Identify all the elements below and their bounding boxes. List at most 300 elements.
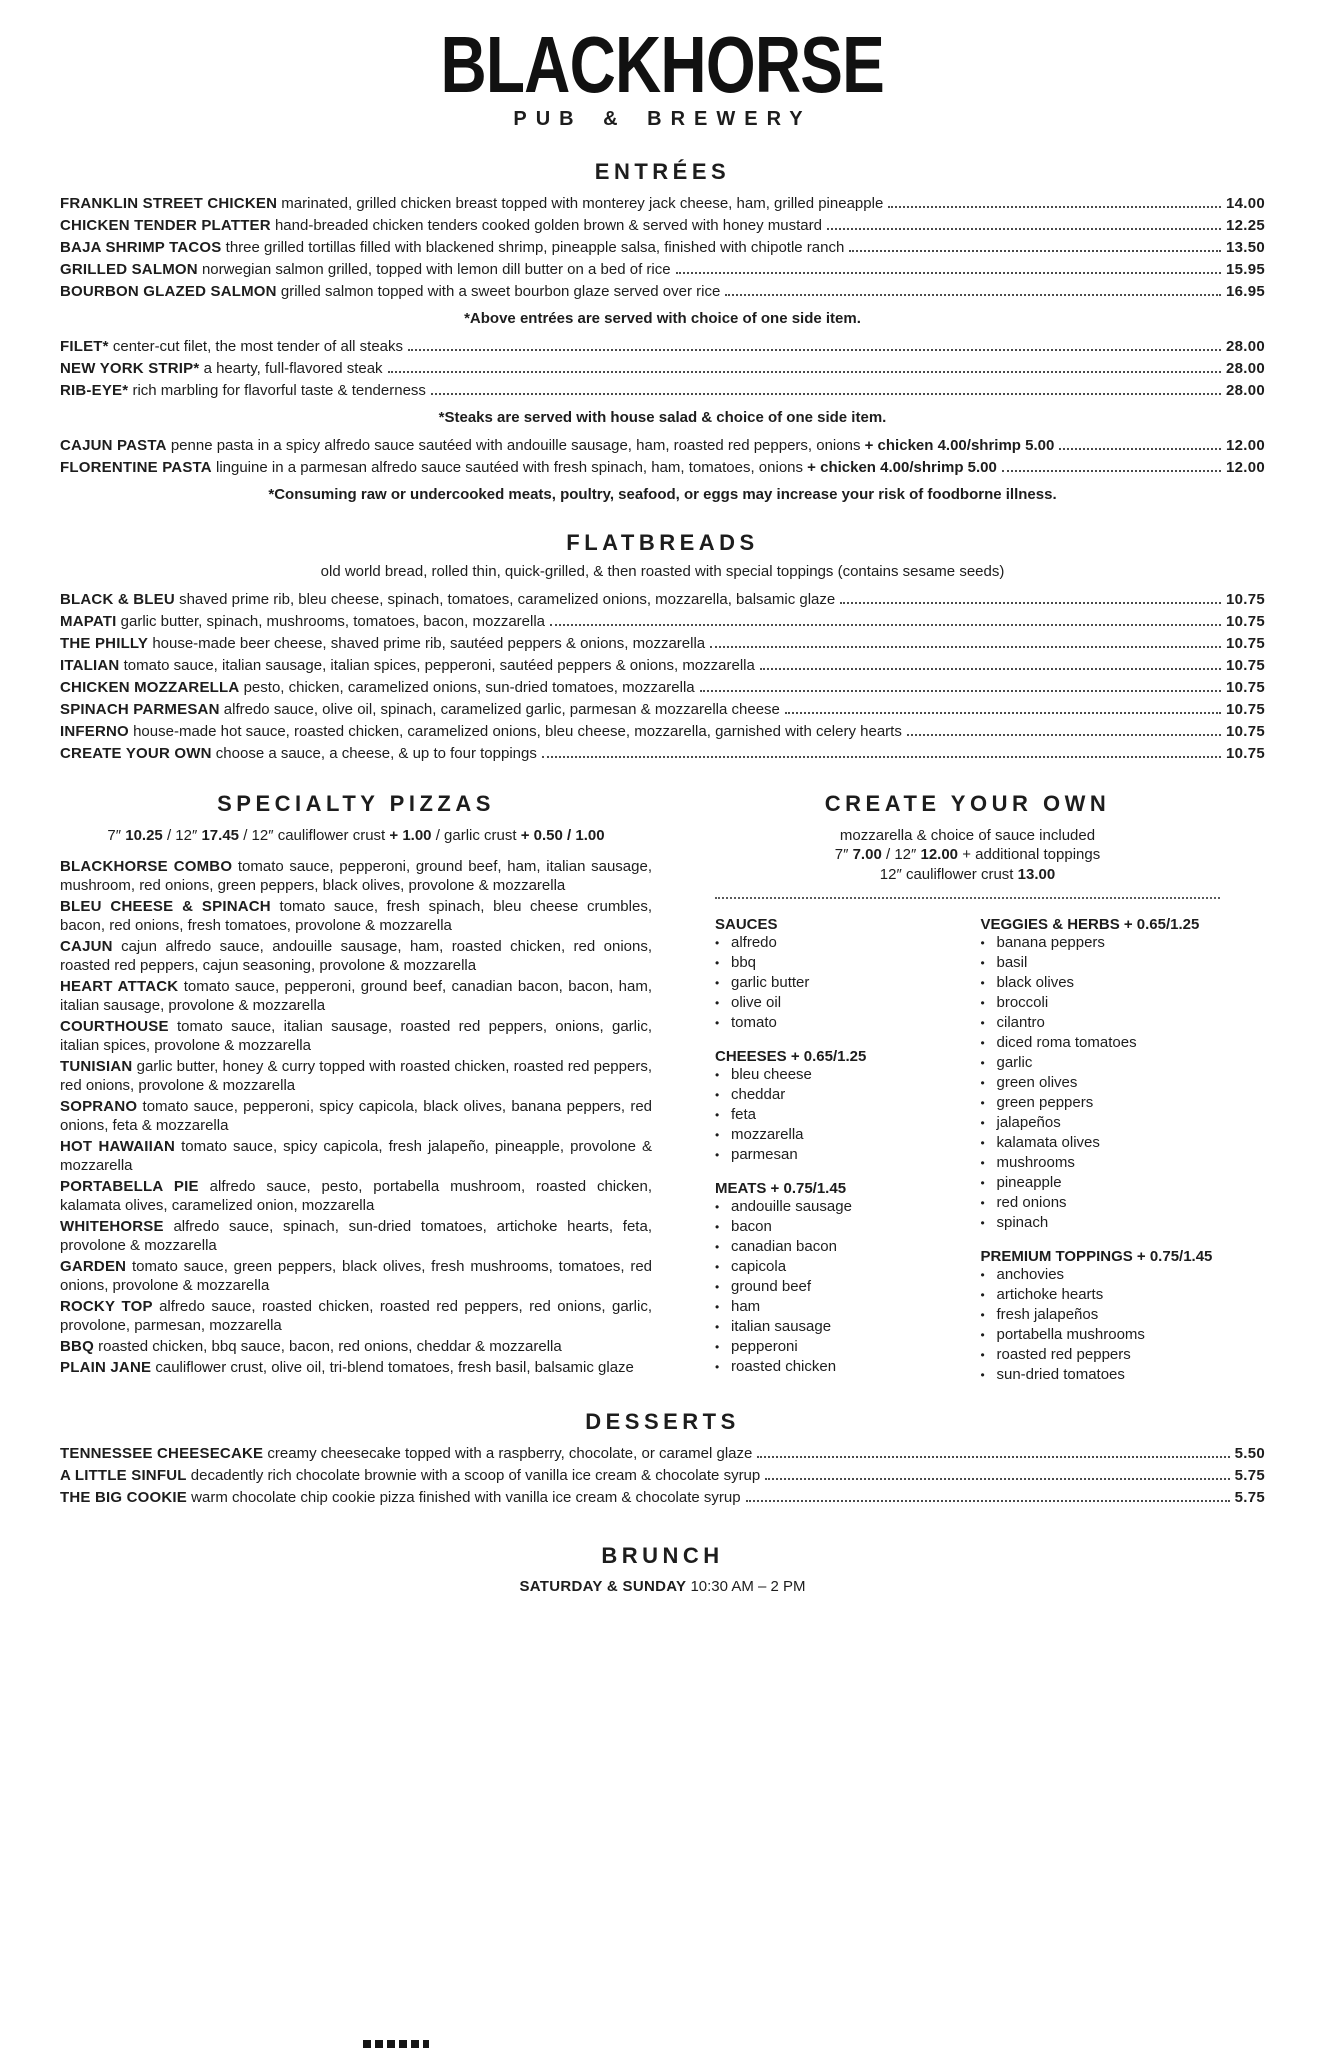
item-name: TENNESSEE CHEESECAKE [60,1445,264,1462]
topping-item [981,1133,1221,1153]
menu-item-row [60,237,1265,259]
item-price: 10.75 [1225,679,1265,696]
item-name: FLORENTINE PASTA [60,459,212,476]
topping-item [981,1153,1221,1173]
topping-label: capicola [731,1258,787,1275]
item-description: three grilled tortillas filled with blackened shrimp, pineapple salsa, finished with chipotle ranch [225,239,845,256]
pizza-name: SOPRANO [60,1098,138,1115]
item-text [60,259,671,281]
menu-item-row [60,435,1265,457]
topping-column-right [981,901,1221,1385]
size-label-2: 12″ [175,827,198,844]
item-price: 15.95 [1225,261,1265,278]
section-create-your-own [715,791,1220,1385]
item-description: alfredo sauce, olive oil, spinach, caramelized garlic, parmesan & mozzarella cheese [223,701,780,718]
menu-item-row [60,1443,1265,1465]
cyo-crust-line [715,865,1220,885]
dot-leader [700,690,1221,692]
item-name: FILET* [60,338,109,355]
item-text [60,633,705,655]
dot-leader [388,371,1221,373]
pizza-name: ROCKY TOP [60,1298,153,1315]
item-text [60,457,997,479]
crust-price: 13.00 [1017,866,1056,883]
topping-label: artichoke hearts [996,1286,1104,1303]
topping-label: pineapple [996,1174,1062,1191]
topping-label: ham [731,1298,761,1315]
steak-item-list [60,336,1265,402]
bullet-icon [715,1257,731,1277]
dot-leader [757,1456,1229,1458]
topping-item [715,953,955,973]
pizza-item [60,977,652,1015]
item-price: 10.75 [1225,745,1265,762]
dot-leader [408,349,1221,351]
pizza-name: HEART ATTACK [60,978,179,995]
bullet-icon [981,1193,997,1213]
pizza-name: TUNISIAN [60,1058,133,1075]
topping-label: cheddar [731,1086,786,1103]
topping-label: bbq [731,954,757,971]
topping-label: tomato [731,1014,777,1031]
item-text [60,699,780,721]
item-description: creamy cheesecake topped with a raspberry, chocolate, or caramel glaze [267,1445,753,1462]
item-price: 10.75 [1225,613,1265,630]
bullet-icon [981,1013,997,1033]
item-price: 12.00 [1225,437,1265,454]
item-description: a hearty, full-flavored steak [203,360,383,377]
topping-label: roasted chicken [731,1358,837,1375]
item-name: BLACK & BLEU [60,591,175,608]
bullet-icon [715,1197,731,1217]
item-description: rich marbling for flavorful taste & tenderness [132,382,426,399]
item-price: 10.75 [1225,591,1265,608]
topping-item [715,1337,955,1357]
topping-item [981,1265,1221,1285]
topping-item [715,1217,955,1237]
topping-label: cilantro [996,1014,1045,1031]
menu-item-row [60,677,1265,699]
item-price: 10.75 [1225,701,1265,718]
size-price-1: 7.00 [852,846,882,863]
flatbreads-title: FLATBREADS [566,530,759,555]
item-text [60,1443,752,1465]
topping-label: bacon [731,1218,772,1235]
brand-tagline: PUB & BREWERY [513,108,812,130]
pizza-name: WHITEHORSE [60,1218,164,1235]
pasta-item-list [60,435,1265,479]
topping-item [715,1237,955,1257]
bullet-icon [981,1173,997,1193]
topping-label: olive oil [731,994,782,1011]
bullet-icon [715,1105,731,1125]
menu-item-row [60,699,1265,721]
dot-leader [1059,448,1221,450]
brunch-days: SATURDAY & SUNDAY [519,1578,687,1595]
item-name: GRILLED SALMON [60,261,198,278]
size-label-3: 12″ cauliflower crust [251,827,386,844]
specialty-pizza-list [60,857,652,1377]
item-description: shaved prime rib, bleu cheese, spinach, tomatoes, caramelized onions, mozzarella, balsamic glaze [179,591,836,608]
entrees-title: ENTRÉES [594,159,731,184]
menu-item-row [60,721,1265,743]
bullet-icon [715,1317,731,1337]
item-price: 10.75 [1225,657,1265,674]
size-label-1: 7″ [834,846,849,863]
size-price-3: + 1.00 [389,827,432,844]
dot-leader [765,1478,1229,1480]
dot-leader [888,206,1221,208]
cropped-text-fragment [363,2040,429,2048]
topping-label: mushrooms [996,1154,1075,1171]
menu-item-row [60,589,1265,611]
brand-header [60,20,1265,131]
item-description: choose a sauce, a cheese, & up to four toppings [215,745,537,762]
flatbread-item-list [60,589,1265,765]
topping-label: canadian bacon [731,1238,837,1255]
topping-label: portabella mushrooms [996,1326,1145,1343]
item-price: 5.75 [1234,1489,1265,1506]
topping-group-title: PREMIUM TOPPINGS + 0.75/1.45 [980,1248,1213,1265]
menu-item-row [60,281,1265,303]
create-your-own-title: CREATE YOUR OWN [824,791,1111,816]
bullet-icon [715,1337,731,1357]
topping-item [981,1365,1221,1385]
topping-group-title: MEATS + 0.75/1.45 [715,1180,847,1197]
topping-item [981,1093,1221,1113]
topping-item [981,1213,1221,1233]
item-text [60,215,822,237]
pizza-description: tomato sauce, pepperoni, spicy capicola, black olives, banana peppers, red onions, feta & mozzarella [60,1098,652,1134]
topping-item [981,1033,1221,1053]
item-description: norwegian salmon grilled, topped with lemon dill butter on a bed of rice [201,261,671,278]
pizza-description: alfredo sauce, pesto, portabella mushroom, roasted chicken, kalamata olives, caramelized onion, mozzarella [60,1178,652,1214]
item-name: THE PHILLY [60,635,149,652]
topping-label: ground beef [731,1278,812,1295]
item-text [60,237,844,259]
pizza-description: alfredo sauce, roasted chicken, roasted red peppers, red onions, garlic, provolone, parmesan, mozzarella [60,1298,652,1334]
dot-leader [1002,470,1221,472]
topping-item [715,1105,955,1125]
item-text [60,677,695,699]
specialty-pizzas-title: SPECIALTY PIZZAS [217,791,495,816]
item-name: RIB-EYE* [60,382,129,399]
bullet-icon [981,1093,997,1113]
topping-label: andouille sausage [731,1198,852,1215]
section-entrees [60,159,1265,504]
pizza-name: BLEU CHEESE & SPINACH [60,898,271,915]
pizza-item [60,1057,652,1095]
topping-label: parmesan [731,1146,798,1163]
item-text [60,1465,760,1487]
item-text [60,721,902,743]
topping-item [981,1193,1221,1213]
dot-leader [725,294,1221,296]
topping-item [981,1013,1221,1033]
menu-item-row [60,380,1265,402]
brunch-hours-line [60,1577,1265,1597]
bullet-icon [715,1013,731,1033]
pizza-name: HOT HAWAIIAN [60,1138,176,1155]
item-text [60,589,835,611]
bullet-icon [981,933,997,953]
item-description: warm chocolate chip cookie pizza finished with vanilla ice cream & chocolate syrup [191,1489,741,1506]
item-price: 10.75 [1225,723,1265,740]
topping-item [981,1173,1221,1193]
menu-item-row [60,1487,1265,1509]
item-price: 28.00 [1225,382,1265,399]
bullet-icon [715,1217,731,1237]
item-price: 12.00 [1225,459,1265,476]
bullet-icon [981,1213,997,1233]
item-text [60,358,383,380]
dot-leader [710,646,1221,648]
topping-list [715,1197,955,1377]
item-text [60,655,755,677]
pizza-name: PLAIN JANE [60,1359,152,1376]
bullet-icon [981,1053,997,1073]
pizza-description: cajun alfredo sauce, andouille sausage, ham, roasted chicken, red onions, roasted red peppers, cajun seasoning, provolone & mozzarella [60,938,652,974]
bullet-icon [715,933,731,953]
menu-item-row [60,611,1265,633]
item-name: NEW YORK STRIP* [60,360,200,377]
dot-leader [785,712,1221,714]
item-price: 14.00 [1225,195,1265,212]
pizza-name: BLACKHORSE COMBO [60,858,233,875]
pizza-description: tomato sauce, spicy capicola, fresh jalapeño, pineapple, provolone & mozzarella [60,1138,652,1174]
pizza-description: tomato sauce, pepperoni, ground beef, canadian bacon, bacon, ham, italian sausage, provolone & mozzarella [60,978,652,1014]
pizza-name: COURTHOUSE [60,1018,169,1035]
size-price-2: 12.00 [920,846,959,863]
menu-item-row [60,193,1265,215]
consumer-advisory-note: *Consuming raw or undercooked meats, poultry, seafood, or eggs may increase your risk of foodborne illness. [268,486,1057,503]
entree-item-list [60,193,1265,303]
brand-logo: BLACKHORSE [440,20,885,109]
topping-item [715,1257,955,1277]
pizza-item [60,1337,652,1356]
topping-group-cheeses [715,1048,955,1165]
menu-item-row [60,259,1265,281]
additional-toppings-label: + additional toppings [962,846,1101,863]
bullet-icon [715,1085,731,1105]
topping-item [981,933,1221,953]
pizza-name: GARDEN [60,1258,127,1275]
bullet-icon [981,1113,997,1133]
item-text [60,743,537,765]
dot-leader [827,228,1221,230]
topping-column-left [715,901,955,1385]
topping-item [715,1013,955,1033]
pizza-name: BBQ [60,1338,94,1355]
dotted-divider [715,897,1220,899]
topping-label: fresh jalapeños [996,1306,1099,1323]
topping-label: pepperoni [731,1338,798,1355]
dot-leader [542,756,1221,758]
item-name: CHICKEN MOZZARELLA [60,679,240,696]
bullet-icon [981,953,997,973]
menu-item-row [60,655,1265,677]
item-name: SPINACH PARMESAN [60,701,220,718]
topping-item [981,1345,1221,1365]
pizza-name: PORTABELLA PIE [60,1178,199,1195]
topping-item [715,1297,955,1317]
cyo-included-line: mozzarella & choice of sauce included [839,827,1096,844]
item-description: house-made beer cheese, shaved prime rib, sautéed peppers & onions, mozzarella [152,635,706,652]
topping-label: red onions [996,1194,1067,1211]
bullet-icon [981,1265,997,1285]
pizza-size-price-line [60,827,652,845]
topping-item [981,1053,1221,1073]
brunch-hours: 10:30 AM – 2 PM [690,1578,806,1595]
dot-leader [431,393,1221,395]
crust-label: 12″ cauliflower crust [879,866,1014,883]
topping-item [981,1305,1221,1325]
menu-item-row [60,633,1265,655]
topping-label: roasted red peppers [996,1346,1131,1363]
topping-item [981,993,1221,1013]
topping-group-premium [981,1248,1221,1385]
pizza-item [60,1297,652,1335]
item-description: decadently rich chocolate brownie with a scoop of vanilla ice cream & chocolate syrup [190,1467,761,1484]
bullet-icon [981,1073,997,1093]
topping-item [715,1317,955,1337]
brunch-title: BRUNCH [601,1543,724,1568]
menu-item-row [60,743,1265,765]
topping-label: green peppers [996,1094,1094,1111]
item-price: 5.75 [1234,1467,1265,1484]
topping-item [715,1277,955,1297]
item-name: CHICKEN TENDER PLATTER [60,217,271,234]
pizza-item [60,1358,652,1377]
item-price: 28.00 [1225,360,1265,377]
topping-label: diced roma tomatoes [996,1034,1137,1051]
topping-label: sun-dried tomatoes [996,1366,1125,1383]
section-desserts [60,1409,1265,1509]
item-description: penne pasta in a spicy alfredo sauce sautéed with andouille sausage, ham, roasted red peppers, onions [170,437,861,454]
topping-list [715,933,955,1033]
item-price: 28.00 [1225,338,1265,355]
item-name: INFERNO [60,723,129,740]
size-label-1: 7″ [107,827,122,844]
topping-item [715,1125,955,1145]
topping-label: green olives [996,1074,1078,1091]
bullet-icon [981,1133,997,1153]
bullet-icon [715,1125,731,1145]
size-price-1: 10.25 [125,827,163,844]
pizza-item [60,1257,652,1295]
bullet-icon [715,953,731,973]
size-label-4: garlic crust [444,827,517,844]
menu-item-row [60,215,1265,237]
pizza-description: tomato sauce, green peppers, black olives, fresh mushrooms, tomatoes, red onions, provolone & mozzarella [60,1258,652,1294]
item-name: BAJA SHRIMP TACOS [60,239,222,256]
topping-item [715,933,955,953]
separator-slash: / [166,827,172,844]
pizza-description: tomato sauce, pepperoni, ground beef, ham, italian sausage, mushroom, red onions, green peppers, black olives, provolone & mozzarella [60,858,652,894]
topping-list [981,1265,1221,1385]
pizza-description: tomato sauce, italian sausage, roasted red peppers, onions, garlic, italian spices, provolone & mozzarella [60,1018,652,1054]
topping-label: bleu cheese [731,1066,812,1083]
topping-group-title: VEGGIES & HERBS + 0.65/1.25 [980,916,1200,933]
item-add-on: + chicken 4.00/shrimp 5.00 [864,437,1055,454]
item-description: center-cut filet, the most tender of all steaks [112,338,404,355]
bullet-icon [715,1065,731,1085]
topping-label: garlic [996,1054,1033,1071]
item-name: THE BIG COOKIE [60,1489,187,1506]
bullet-icon [715,1357,731,1377]
bullet-icon [981,1285,997,1305]
topping-group-title: SAUCES [715,916,778,933]
item-description: grilled salmon topped with a sweet bourbon glaze served over rice [280,283,721,300]
pizza-name: CAJUN [60,938,113,955]
topping-columns [715,901,1220,1385]
topping-group-meats [715,1180,955,1377]
pizza-item [60,1017,652,1055]
menu-item-row [60,457,1265,479]
pizza-description: cauliflower crust, olive oil, tri-blend tomatoes, fresh basil, balsamic glaze [155,1359,634,1376]
pizza-description: tomato sauce, fresh spinach, bleu cheese crumbles, bacon, red onions, fresh tomatoes, provolone & mozzarella [60,898,652,934]
flatbreads-subtitle: old world bread, rolled thin, quick-grilled, & then roasted with special toppings (contains sesame seeds) [320,563,1005,580]
bullet-icon [715,1237,731,1257]
desserts-title: DESSERTS [585,1409,740,1434]
dot-leader [840,602,1221,604]
dessert-item-list [60,1443,1265,1509]
item-description: marinated, grilled chicken breast topped with monterey jack cheese, ham, grilled pineapple [281,195,884,212]
section-brunch [60,1543,1265,1597]
topping-group-veggies [981,916,1221,1233]
size-price-2: 17.45 [201,827,240,844]
pizza-item [60,1137,652,1175]
topping-item [981,1285,1221,1305]
item-description: house-made hot sauce, roasted chicken, caramelized onions, bleu cheese, mozzarella, garnished with celery hearts [133,723,902,740]
item-price: 16.95 [1225,283,1265,300]
steaks-note: *Steaks are served with house salad & choice of one side item. [438,409,887,426]
topping-item [715,1065,955,1085]
item-name: BOURBON GLAZED SALMON [60,283,277,300]
dot-leader [760,668,1221,670]
item-price: 13.50 [1225,239,1265,256]
topping-label: broccoli [996,994,1049,1011]
pizza-columns [60,791,1265,1385]
topping-item [981,1073,1221,1093]
dot-leader [550,624,1221,626]
section-flatbreads [60,530,1265,765]
menu-item-row [60,1465,1265,1487]
bullet-icon [981,993,997,1013]
pizza-item [60,857,652,895]
pizza-item [60,1097,652,1135]
topping-item [981,1325,1221,1345]
bullet-icon [981,1345,997,1365]
bullet-icon [715,993,731,1013]
dot-leader [676,272,1221,274]
bullet-icon [981,973,997,993]
section-specialty-pizzas [60,791,652,1385]
item-text [60,281,720,303]
menu-item-row [60,336,1265,358]
pizza-item [60,937,652,975]
topping-item [715,1197,955,1217]
menu-item-row [60,358,1265,380]
separator-slash: / [885,846,891,863]
item-price: 5.50 [1234,1445,1265,1462]
bullet-icon [981,1305,997,1325]
topping-list [981,933,1221,1233]
item-name: FRANKLIN STREET CHICKEN [60,195,278,212]
topping-item [715,993,955,1013]
topping-label: alfredo [731,934,777,951]
item-name: MAPATI [60,613,117,630]
